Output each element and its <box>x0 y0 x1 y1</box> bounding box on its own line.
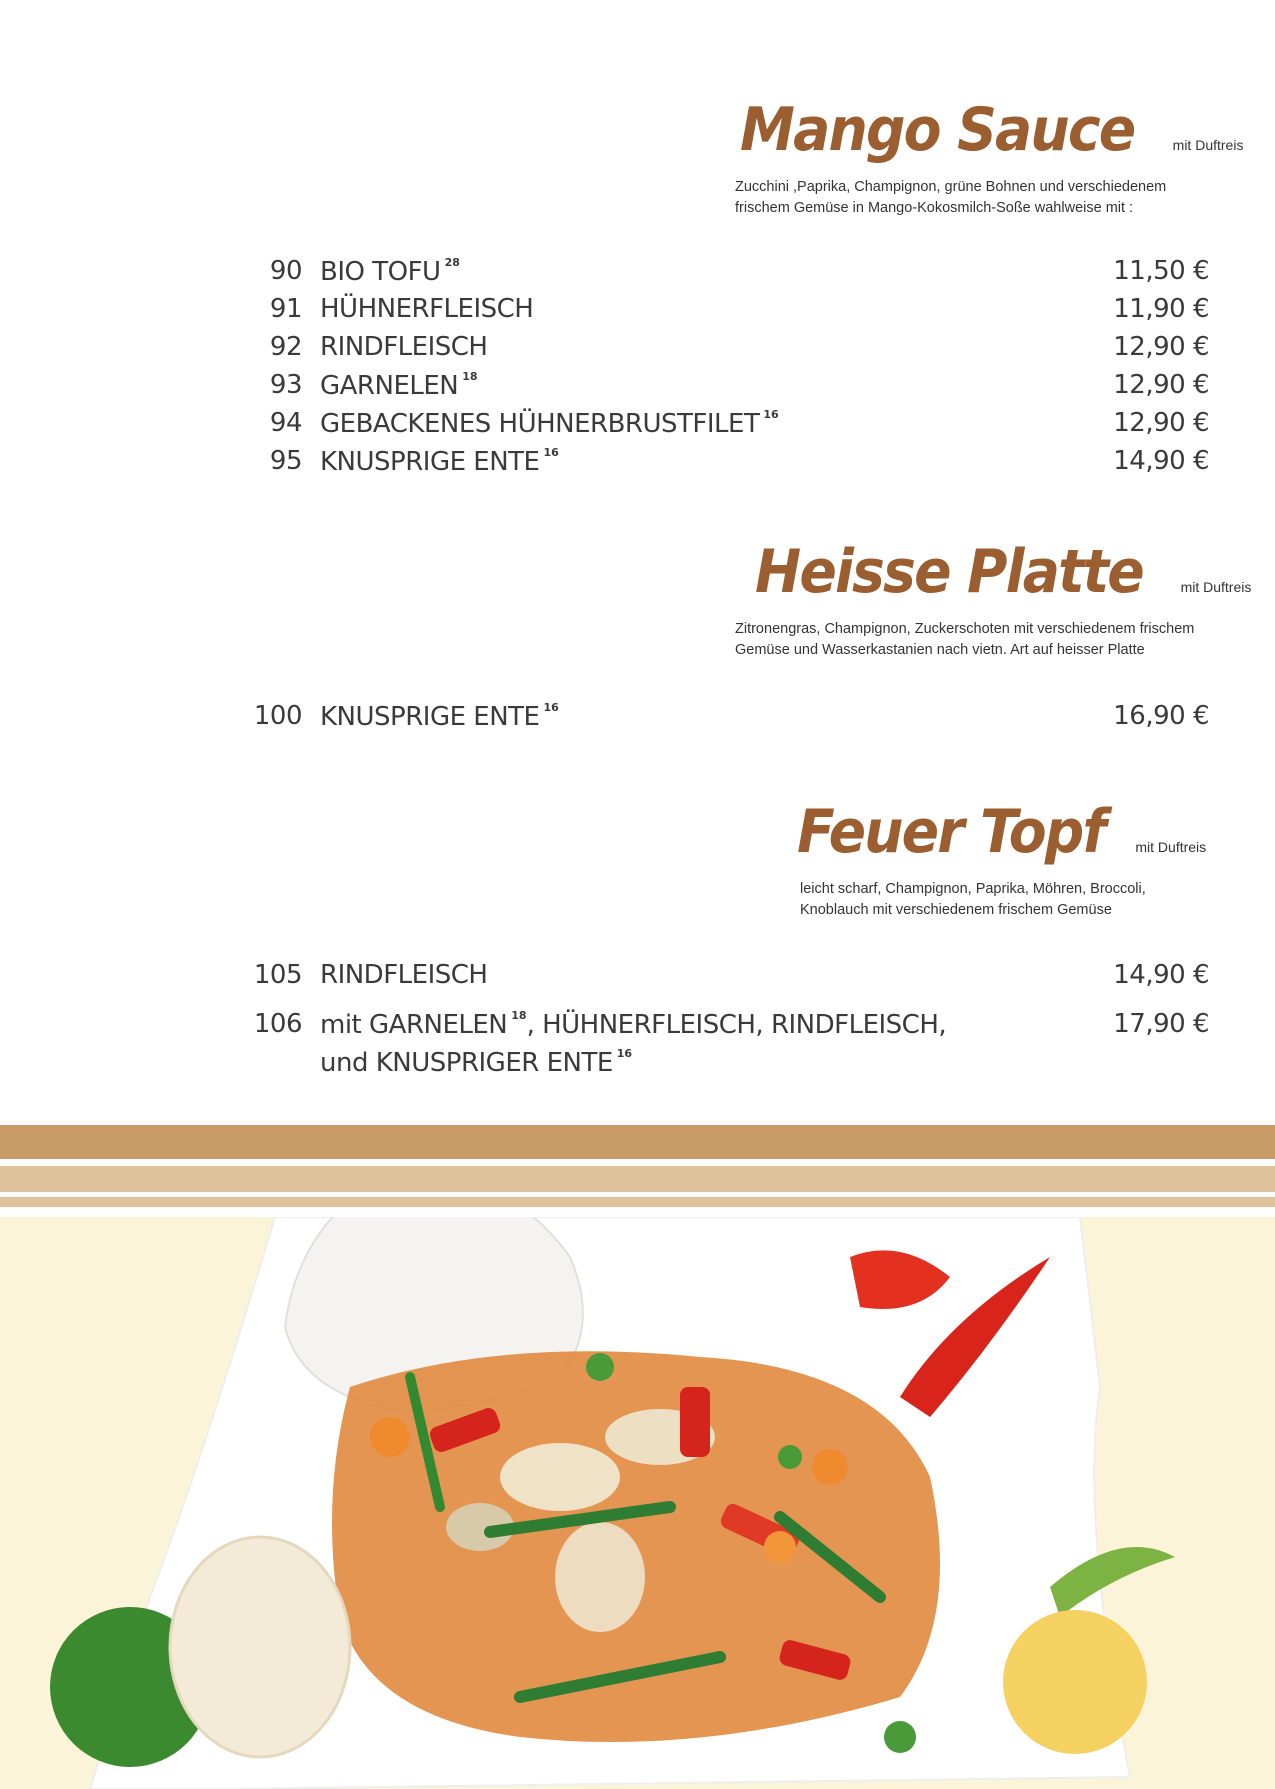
item-name-text: GEBACKENES HÜHNERBRUSTFILET <box>320 409 760 439</box>
herb <box>778 1445 802 1469</box>
item-price: 12,90 € <box>1113 332 1209 362</box>
section-title: Mango Sauce <box>740 95 1135 165</box>
lotus-garnish <box>1003 1610 1147 1754</box>
item-name-text: und KNUSPRIGER ENTE <box>320 1048 613 1078</box>
menu-item <box>0 332 1275 370</box>
item-name-text: RINDFLEISCH <box>320 332 488 362</box>
food-photo <box>0 1217 1275 1789</box>
herb <box>586 1353 614 1381</box>
section-subtitle: mit Duftreis <box>1172 137 1244 153</box>
allergen-code: 16 <box>616 1047 633 1060</box>
menu-item <box>0 256 1275 294</box>
item-price: 12,90 € <box>1113 370 1209 400</box>
section-description <box>735 619 1245 661</box>
description-line: leicht scharf, Champignon, Paprika, Möhren, Broccoli, <box>800 881 1146 897</box>
description-line: Zucchini ,Paprika, Champignon, grüne Bohnen und verschiedenem <box>735 179 1167 195</box>
allergen-code: 18 <box>511 1009 527 1022</box>
herb <box>884 1721 916 1753</box>
item-number: 91 <box>269 294 302 324</box>
section-title: Feuer Topf <box>797 797 1105 867</box>
allergen-code: 16 <box>763 408 779 421</box>
section-heading <box>740 95 1244 165</box>
item-name-text: GARNELEN <box>320 371 459 401</box>
allergen-code: 28 <box>444 256 460 269</box>
item-number: 92 <box>269 332 302 362</box>
carrot <box>812 1449 848 1485</box>
description-line: Zitronengras, Champignon, Zuckerschoten mit verschiedenem frischem <box>735 621 1195 637</box>
item-name-text: , HÜHNERFLEISCH, RINDFLEISCH, <box>526 1010 947 1040</box>
section-title: Heisse Platte <box>755 537 1143 607</box>
item-name-line2 <box>320 1047 632 1078</box>
menu-item <box>0 960 1275 998</box>
item-name-text: HÜHNERFLEISCH <box>320 294 534 324</box>
item-number: 95 <box>269 446 302 476</box>
section-subtitle: mit Duftreis <box>1180 579 1252 595</box>
chicken <box>500 1443 620 1511</box>
menu-item <box>0 1009 1275 1089</box>
item-price: 11,90 € <box>1113 294 1209 324</box>
item-name <box>320 408 779 439</box>
item-number: 93 <box>269 370 302 400</box>
item-name-text: mit GARNELEN <box>320 1010 508 1040</box>
item-name-text: BIO TOFU <box>320 257 441 287</box>
description-line: Knoblauch mit verschiedenem frischem Gemüse <box>800 902 1112 918</box>
item-number: 94 <box>269 408 302 438</box>
section-description <box>735 177 1245 219</box>
section-heading <box>797 797 1207 867</box>
item-name <box>320 446 559 477</box>
item-name <box>320 256 460 287</box>
item-name-text: KNUSPRIGE ENTE <box>320 702 540 732</box>
stripe <box>0 1197 1275 1207</box>
item-name <box>320 1009 946 1040</box>
description-line: Gemüse und Wasserkastanien nach vietn. Art auf heisser Platte <box>735 642 1145 658</box>
item-number: 90 <box>269 256 302 286</box>
decorative-stripes <box>0 1125 1275 1217</box>
radish-garnish <box>170 1537 350 1757</box>
menu-item <box>0 701 1275 739</box>
item-price: 17,90 € <box>1113 1009 1209 1039</box>
item-price: 12,90 € <box>1113 408 1209 438</box>
red-pepper <box>680 1387 710 1457</box>
menu-item <box>0 370 1275 408</box>
description-line: frischem Gemüse in Mango-Kokosmilch-Soße wahlweise mit : <box>735 200 1134 216</box>
item-price: 14,90 € <box>1113 960 1209 990</box>
carrot <box>764 1531 796 1563</box>
item-name <box>320 960 487 990</box>
stripe <box>0 1166 1275 1192</box>
item-number: 106 <box>253 1009 302 1039</box>
item-name <box>320 332 487 362</box>
item-name-text: RINDFLEISCH <box>320 960 488 990</box>
allergen-code: 16 <box>543 446 559 459</box>
menu-item <box>0 408 1275 446</box>
section-heading <box>755 537 1252 607</box>
item-number: 105 <box>253 960 302 990</box>
menu-item <box>0 294 1275 332</box>
chicken <box>555 1522 645 1632</box>
menu-item <box>0 446 1275 484</box>
item-name-text: KNUSPRIGE ENTE <box>320 447 540 477</box>
stripe <box>0 1125 1275 1159</box>
item-price: 16,90 € <box>1113 701 1209 731</box>
carrot <box>370 1417 410 1457</box>
section-subtitle: mit Duftreis <box>1135 839 1207 855</box>
item-name <box>320 294 533 324</box>
item-price: 14,90 € <box>1113 446 1209 476</box>
item-number: 100 <box>253 701 302 731</box>
food-photo-area <box>0 1217 1275 1789</box>
item-name <box>320 701 559 732</box>
item-price: 11,50 € <box>1113 256 1209 286</box>
item-name <box>320 370 478 401</box>
allergen-code: 18 <box>462 370 478 383</box>
allergen-code: 16 <box>543 701 559 714</box>
section-description <box>800 879 1275 921</box>
